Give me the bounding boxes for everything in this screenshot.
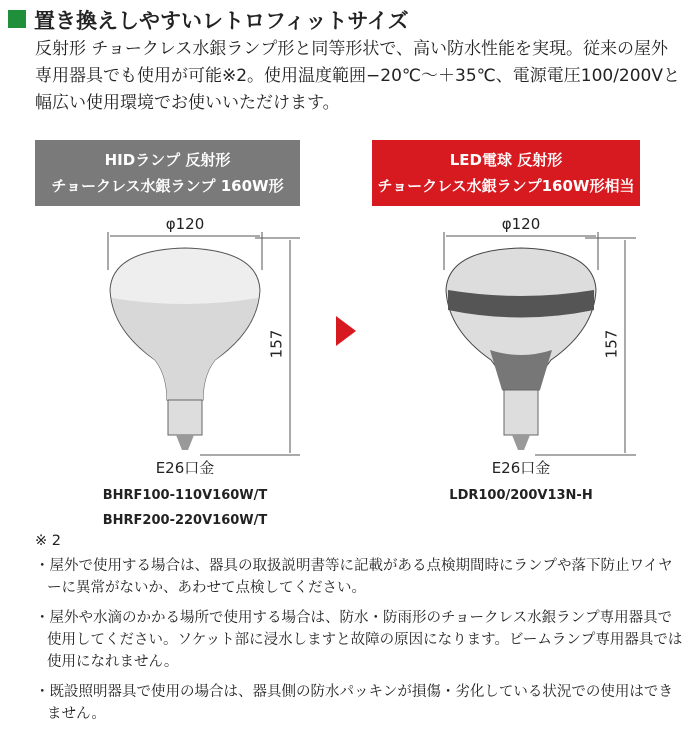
hid-line2: チョークレス水銀ランプ 160W形 xyxy=(51,177,284,195)
led-line1: LED電球 反射形 xyxy=(449,151,563,169)
intro-text: 反射形 チョークレス水銀ランプ形と同等形状で、高い防水性能を実現。従来の屋外専用器具でも使用が可能※2。使用温度範囲−20℃〜＋35℃、電源電圧100/200Vと幅広い使用環境でお使いいただけます。 xyxy=(35,39,681,113)
led-lamp-label xyxy=(372,140,640,206)
note-item: ・屋外で使用する場合は、器具の取扱説明書等に記載がある点検期間時にランプや落下防止ワイヤーに異常がないか、あわせて点検してください。 xyxy=(35,558,673,596)
notes xyxy=(35,530,685,733)
note-item: ・屋外や水滴のかかる場所で使用する場合は、防水・防雨形のチョークレス水銀ランプ専用器具で使用してください。ソケット部に浸水しますと故障の原因になります。ビームランプ専用器具では使用になれません。 xyxy=(35,610,683,670)
led-diameter: φ120 xyxy=(501,215,541,233)
green-square-icon xyxy=(8,10,26,28)
hid-lamp-label xyxy=(35,140,300,206)
note-marker: ※ 2 xyxy=(35,533,61,549)
model-number: BHRF100-110V160W/T xyxy=(102,488,268,503)
bulb-diagrams xyxy=(0,210,692,460)
hid-line1: HIDランプ 反射形 xyxy=(104,151,231,169)
hid-height: 157 xyxy=(267,329,286,359)
arrow-right-icon xyxy=(336,316,356,346)
led-line2: チョークレス水銀ランプ160W形相当 xyxy=(377,177,635,195)
led-models xyxy=(396,483,646,508)
hid-diameter: φ120 xyxy=(165,215,205,233)
led-base: E26口金 xyxy=(491,459,551,477)
note-item: ・既設照明器具で使用の場合は、器具側の防水パッキンが損傷・劣化している状況での使用はできません。 xyxy=(35,684,673,722)
led-bulb-icon xyxy=(446,248,596,450)
hid-base: E26口金 xyxy=(155,459,215,477)
hid-bulb-icon xyxy=(110,248,260,450)
hid-models xyxy=(60,483,310,533)
model-number: LDR100/200V13N-H xyxy=(449,488,593,503)
led-height: 157 xyxy=(602,329,621,359)
section-heading: 置き換えしやすいレトロフィットサイズ xyxy=(34,9,409,33)
model-number: BHRF200-220V160W/T xyxy=(102,513,268,528)
